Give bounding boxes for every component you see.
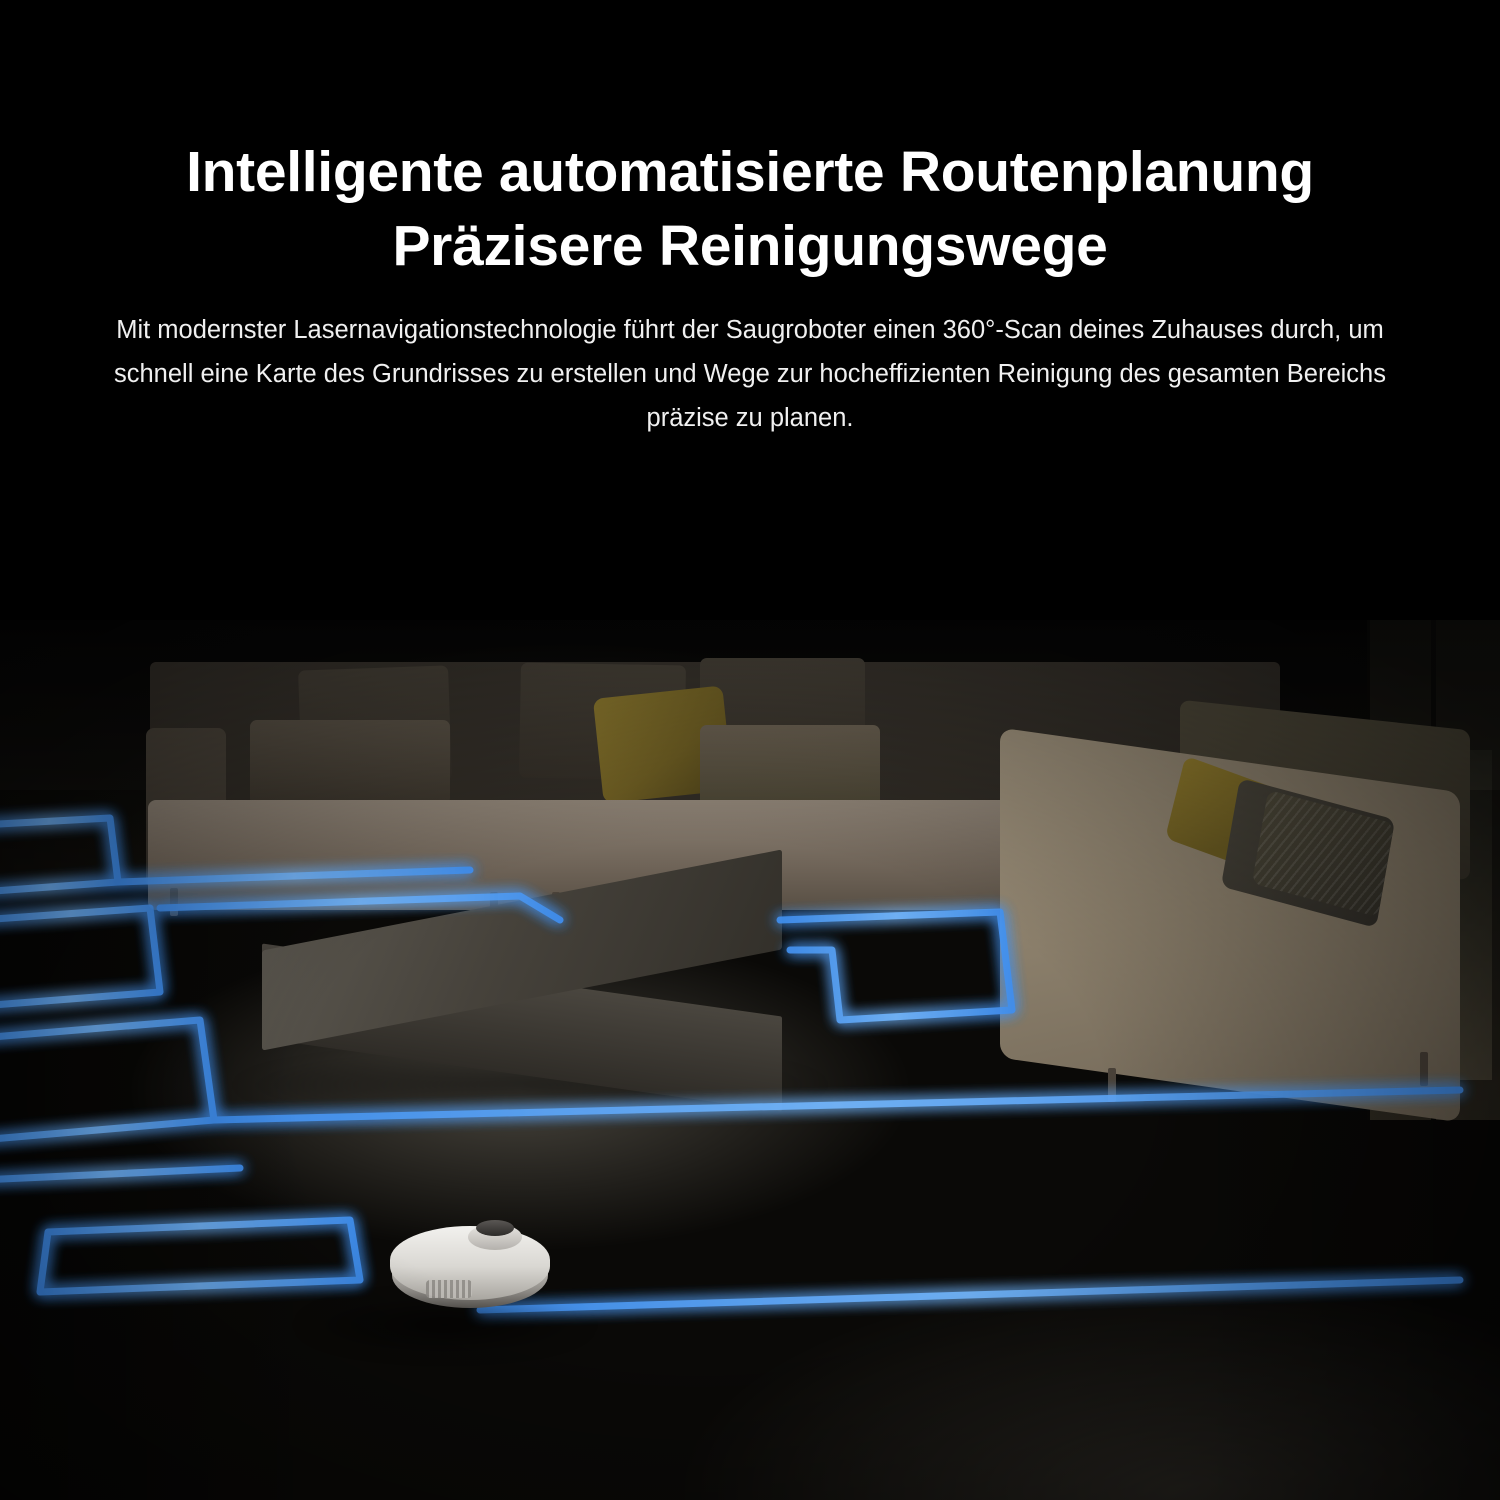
subcopy-line-1: Mit modernster Lasernavigationstechnologie führt der Saugroboter einen 360°-Scan deines (116, 316, 1145, 345)
headline-line-2: Präzisere Reinigungswege (392, 214, 1108, 279)
header-section (0, 0, 1500, 620)
robot-lidar-sensor (476, 1220, 514, 1236)
robot-vacuum (390, 1218, 550, 1314)
sofa-cushion (250, 720, 450, 805)
living-room-scene (0, 620, 1500, 1500)
sofa-leg (1108, 1068, 1116, 1102)
subcopy-line-3: Reinigung des gesamten Bereichs präzise zu planen. (646, 360, 1386, 432)
page-title (0, 0, 1500, 283)
sofa-leg (170, 888, 178, 916)
headline-line-1: Intelligente automatisierte Routenplanung (186, 140, 1314, 204)
robot-vent (426, 1280, 472, 1298)
subcopy (105, 309, 1395, 441)
subcopy-line-2: Zuhauses durch, um schnell eine Karte des Grundrisses zu erstellen und Wege zur hocheffizienten (114, 316, 1384, 389)
sofa-leg (1420, 1052, 1428, 1086)
